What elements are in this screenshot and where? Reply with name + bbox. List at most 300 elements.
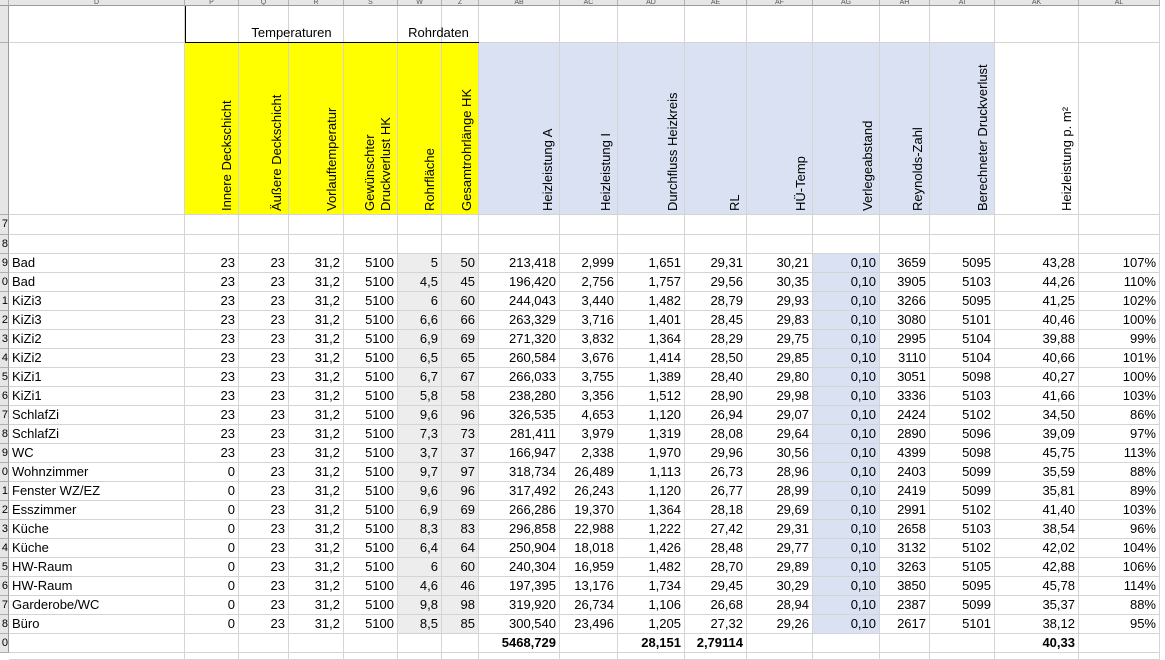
table-cell[interactable]: 0,10 <box>813 273 880 292</box>
table-cell[interactable]: 35,81 <box>995 482 1079 501</box>
table-cell[interactable]: 1,205 <box>618 615 685 634</box>
room-name-cell[interactable]: HW-Raum <box>9 577 185 596</box>
table-cell[interactable]: 2387 <box>880 596 930 615</box>
table-cell[interactable]: 5098 <box>930 368 995 387</box>
table-cell[interactable]: 23 <box>185 425 239 444</box>
header-cell[interactable] <box>1079 43 1160 215</box>
table-cell[interactable]: 89% <box>1079 482 1160 501</box>
table-cell[interactable]: 3905 <box>880 273 930 292</box>
table-cell[interactable]: 30,29 <box>747 577 813 596</box>
table-cell[interactable]: 110% <box>1079 273 1160 292</box>
table-cell[interactable]: 1,482 <box>618 292 685 311</box>
table-cell[interactable]: 69 <box>442 330 479 349</box>
table-cell[interactable]: 29,77 <box>747 539 813 558</box>
table-cell[interactable]: 42,02 <box>995 539 1079 558</box>
table-cell[interactable]: 3110 <box>880 349 930 368</box>
cell[interactable] <box>747 634 813 653</box>
cell[interactable] <box>479 235 560 254</box>
row-header[interactable] <box>0 6 9 43</box>
room-name-cell[interactable]: KiZi2 <box>9 349 185 368</box>
table-cell[interactable]: 45,78 <box>995 577 1079 596</box>
table-cell[interactable]: 103% <box>1079 387 1160 406</box>
table-cell[interactable]: 5104 <box>930 349 995 368</box>
table-cell[interactable]: 23 <box>239 463 289 482</box>
table-cell[interactable]: 26,243 <box>560 482 618 501</box>
cell[interactable] <box>239 653 289 660</box>
table-cell[interactable]: 2995 <box>880 330 930 349</box>
table-cell[interactable]: 28,79 <box>685 292 747 311</box>
table-cell[interactable]: 28,96 <box>747 463 813 482</box>
cell[interactable] <box>930 235 995 254</box>
table-cell[interactable]: 40,66 <box>995 349 1079 368</box>
table-cell[interactable]: 23 <box>239 368 289 387</box>
table-cell[interactable]: 26,94 <box>685 406 747 425</box>
table-cell[interactable]: 44,26 <box>995 273 1079 292</box>
cell[interactable] <box>344 215 398 235</box>
table-cell[interactable]: 31,2 <box>289 615 344 634</box>
table-cell[interactable]: 5100 <box>344 482 398 501</box>
table-cell[interactable]: 31,2 <box>289 596 344 615</box>
table-cell[interactable]: 23 <box>239 501 289 520</box>
header-cell[interactable] <box>479 43 560 215</box>
row-header[interactable]: 6 <box>0 577 9 596</box>
row-header[interactable]: 0 <box>0 463 9 482</box>
table-cell[interactable]: 2,756 <box>560 273 618 292</box>
table-cell[interactable]: 86% <box>1079 406 1160 425</box>
cell[interactable] <box>618 653 685 660</box>
table-cell[interactable]: 23 <box>239 577 289 596</box>
cell[interactable] <box>685 215 747 235</box>
table-cell[interactable]: 0 <box>185 615 239 634</box>
table-cell[interactable]: 0 <box>185 577 239 596</box>
header-cell[interactable] <box>239 43 289 215</box>
room-name-cell[interactable]: Fenster WZ/EZ <box>9 482 185 501</box>
cell[interactable] <box>930 215 995 235</box>
table-cell[interactable]: 23 <box>185 311 239 330</box>
table-cell[interactable]: 3,832 <box>560 330 618 349</box>
table-cell[interactable]: 38,54 <box>995 520 1079 539</box>
table-cell[interactable]: 3,676 <box>560 349 618 368</box>
table-cell[interactable]: 29,69 <box>747 501 813 520</box>
table-cell[interactable]: 29,56 <box>685 273 747 292</box>
cell[interactable] <box>618 235 685 254</box>
table-cell[interactable]: 23 <box>185 368 239 387</box>
table-cell[interactable]: 250,904 <box>479 539 560 558</box>
table-cell[interactable]: 19,370 <box>560 501 618 520</box>
table-cell[interactable]: 40,27 <box>995 368 1079 387</box>
table-cell[interactable]: 2,338 <box>560 444 618 463</box>
table-cell[interactable]: 31,2 <box>289 520 344 539</box>
cell[interactable] <box>685 653 747 660</box>
table-cell[interactable]: 29,93 <box>747 292 813 311</box>
header-cell[interactable] <box>185 43 239 215</box>
column-header[interactable]: AF <box>747 0 813 6</box>
table-cell[interactable]: 4,6 <box>398 577 442 596</box>
table-cell[interactable]: 0,10 <box>813 501 880 520</box>
table-cell[interactable]: 9,8 <box>398 596 442 615</box>
table-cell[interactable]: 31,2 <box>289 577 344 596</box>
table-cell[interactable]: 0,10 <box>813 368 880 387</box>
table-cell[interactable]: 29,89 <box>747 558 813 577</box>
table-cell[interactable]: 96 <box>442 406 479 425</box>
room-name-cell[interactable]: WC <box>9 444 185 463</box>
table-cell[interactable]: 166,947 <box>479 444 560 463</box>
table-cell[interactable]: 2,999 <box>560 254 618 273</box>
table-cell[interactable]: 2890 <box>880 425 930 444</box>
header-cell[interactable] <box>995 43 1079 215</box>
table-cell[interactable]: 6,9 <box>398 501 442 520</box>
table-cell[interactable]: 6 <box>398 558 442 577</box>
table-cell[interactable]: 30,56 <box>747 444 813 463</box>
table-cell[interactable]: 0 <box>185 501 239 520</box>
table-cell[interactable]: 0,10 <box>813 615 880 634</box>
table-cell[interactable]: 31,2 <box>289 501 344 520</box>
room-name-cell[interactable]: Küche <box>9 539 185 558</box>
table-cell[interactable]: 6,6 <box>398 311 442 330</box>
cell[interactable] <box>747 653 813 660</box>
cell[interactable] <box>880 634 930 653</box>
cell[interactable] <box>880 235 930 254</box>
table-cell[interactable]: 9,6 <box>398 482 442 501</box>
cell[interactable] <box>560 6 618 43</box>
table-cell[interactable]: 1,113 <box>618 463 685 482</box>
row-header[interactable]: 8 <box>0 615 9 634</box>
row-header[interactable]: 9 <box>0 254 9 273</box>
room-name-cell[interactable]: Büro <box>9 615 185 634</box>
table-cell[interactable]: 97 <box>442 463 479 482</box>
cell[interactable] <box>995 215 1079 235</box>
table-cell[interactable]: 31,2 <box>289 254 344 273</box>
table-cell[interactable]: 46 <box>442 577 479 596</box>
table-cell[interactable]: 3850 <box>880 577 930 596</box>
room-name-cell[interactable]: KiZi1 <box>9 368 185 387</box>
table-cell[interactable]: 41,40 <box>995 501 1079 520</box>
table-cell[interactable]: 0 <box>185 558 239 577</box>
cell[interactable] <box>442 634 479 653</box>
table-cell[interactable]: 5100 <box>344 463 398 482</box>
table-cell[interactable]: 3659 <box>880 254 930 273</box>
header-cell[interactable] <box>880 43 930 215</box>
table-cell[interactable]: 4399 <box>880 444 930 463</box>
table-cell[interactable]: 99% <box>1079 330 1160 349</box>
table-cell[interactable]: 23,496 <box>560 615 618 634</box>
table-cell[interactable]: 29,07 <box>747 406 813 425</box>
table-cell[interactable]: 39,88 <box>995 330 1079 349</box>
room-name-cell[interactable]: Wohnzimmer <box>9 463 185 482</box>
table-cell[interactable]: 18,018 <box>560 539 618 558</box>
row-header[interactable]: 1 <box>0 482 9 501</box>
table-cell[interactable]: 23 <box>185 292 239 311</box>
column-header[interactable]: D <box>9 0 185 6</box>
cell[interactable] <box>185 653 239 660</box>
table-cell[interactable]: 29,98 <box>747 387 813 406</box>
cell[interactable] <box>9 634 185 653</box>
cell[interactable] <box>9 235 185 254</box>
table-cell[interactable]: 5100 <box>344 444 398 463</box>
table-cell[interactable]: 3,979 <box>560 425 618 444</box>
table-cell[interactable]: 3,755 <box>560 368 618 387</box>
table-cell[interactable]: 317,492 <box>479 482 560 501</box>
cell[interactable] <box>747 6 813 43</box>
table-cell[interactable]: 29,80 <box>747 368 813 387</box>
row-header[interactable]: 7 <box>0 406 9 425</box>
room-name-cell[interactable]: Garderobe/WC <box>9 596 185 615</box>
header-cell[interactable] <box>685 43 747 215</box>
column-header[interactable]: AK <box>995 0 1079 6</box>
table-cell[interactable]: 6,9 <box>398 330 442 349</box>
table-cell[interactable]: 319,920 <box>479 596 560 615</box>
row-header[interactable]: 3 <box>0 520 9 539</box>
table-cell[interactable]: 29,45 <box>685 577 747 596</box>
cell[interactable] <box>813 235 880 254</box>
table-cell[interactable]: 0 <box>185 482 239 501</box>
table-cell[interactable]: 1,426 <box>618 539 685 558</box>
table-cell[interactable]: 23 <box>239 311 289 330</box>
cell[interactable] <box>813 653 880 660</box>
table-cell[interactable]: 1,970 <box>618 444 685 463</box>
table-cell[interactable]: 41,25 <box>995 292 1079 311</box>
table-cell[interactable]: 29,83 <box>747 311 813 330</box>
table-cell[interactable]: 31,2 <box>289 425 344 444</box>
table-cell[interactable]: 31,2 <box>289 273 344 292</box>
table-cell[interactable]: 5100 <box>344 368 398 387</box>
table-cell[interactable]: 30,35 <box>747 273 813 292</box>
table-cell[interactable]: 3266 <box>880 292 930 311</box>
total-cell[interactable]: 28,151 <box>618 634 685 653</box>
table-cell[interactable]: 5102 <box>930 539 995 558</box>
table-cell[interactable]: 23 <box>185 444 239 463</box>
table-cell[interactable]: 5,8 <box>398 387 442 406</box>
cell[interactable] <box>1079 653 1160 660</box>
cell[interactable] <box>9 653 185 660</box>
table-cell[interactable]: 6,4 <box>398 539 442 558</box>
table-cell[interactable]: 5103 <box>930 273 995 292</box>
table-cell[interactable]: 34,50 <box>995 406 1079 425</box>
cell[interactable] <box>344 235 398 254</box>
table-cell[interactable]: 0,10 <box>813 425 880 444</box>
table-cell[interactable]: 1,120 <box>618 482 685 501</box>
room-name-cell[interactable]: KiZi3 <box>9 292 185 311</box>
table-cell[interactable]: 1,734 <box>618 577 685 596</box>
header-cell[interactable] <box>560 43 618 215</box>
row-header[interactable]: 6 <box>0 387 9 406</box>
column-header[interactable]: AG <box>813 0 880 6</box>
table-cell[interactable]: 3,440 <box>560 292 618 311</box>
table-cell[interactable]: 3,716 <box>560 311 618 330</box>
table-cell[interactable]: 1,106 <box>618 596 685 615</box>
cell[interactable] <box>880 215 930 235</box>
room-name-cell[interactable]: KiZi1 <box>9 387 185 406</box>
cell[interactable] <box>747 235 813 254</box>
column-header[interactable]: R <box>289 0 344 6</box>
cell[interactable] <box>479 215 560 235</box>
table-cell[interactable]: 5105 <box>930 558 995 577</box>
table-cell[interactable]: 0,10 <box>813 596 880 615</box>
table-cell[interactable]: 2658 <box>880 520 930 539</box>
table-cell[interactable]: 45 <box>442 273 479 292</box>
table-cell[interactable]: 1,414 <box>618 349 685 368</box>
header-cell[interactable] <box>398 43 442 215</box>
table-cell[interactable]: 240,304 <box>479 558 560 577</box>
table-cell[interactable]: 23 <box>239 292 289 311</box>
table-cell[interactable]: 23 <box>239 406 289 425</box>
table-cell[interactable]: 60 <box>442 292 479 311</box>
table-cell[interactable]: 23 <box>239 273 289 292</box>
cell[interactable] <box>289 634 344 653</box>
table-cell[interactable]: 5102 <box>930 501 995 520</box>
cell[interactable] <box>747 215 813 235</box>
row-header[interactable]: 9 <box>0 444 9 463</box>
table-cell[interactable]: 0,10 <box>813 406 880 425</box>
cell[interactable] <box>239 215 289 235</box>
table-cell[interactable]: 266,286 <box>479 501 560 520</box>
table-cell[interactable]: 28,45 <box>685 311 747 330</box>
table-cell[interactable]: 23 <box>239 254 289 273</box>
table-cell[interactable]: 28,70 <box>685 558 747 577</box>
table-cell[interactable]: 5099 <box>930 463 995 482</box>
row-header[interactable]: 7 <box>0 215 9 235</box>
table-cell[interactable]: 5100 <box>344 539 398 558</box>
table-cell[interactable]: 23 <box>185 273 239 292</box>
table-cell[interactable]: 1,651 <box>618 254 685 273</box>
table-cell[interactable]: 50 <box>442 254 479 273</box>
row-header[interactable]: 2 <box>0 311 9 330</box>
table-cell[interactable]: 5095 <box>930 577 995 596</box>
table-cell[interactable]: 6 <box>398 292 442 311</box>
cell[interactable] <box>185 634 239 653</box>
table-cell[interactable]: 2403 <box>880 463 930 482</box>
table-cell[interactable]: 69 <box>442 501 479 520</box>
table-cell[interactable]: 31,2 <box>289 311 344 330</box>
cell[interactable] <box>995 235 1079 254</box>
table-cell[interactable]: 98 <box>442 596 479 615</box>
table-cell[interactable]: 31,2 <box>289 387 344 406</box>
table-cell[interactable]: 60 <box>442 558 479 577</box>
table-cell[interactable]: 95% <box>1079 615 1160 634</box>
table-cell[interactable]: 5100 <box>344 273 398 292</box>
table-cell[interactable]: 8,3 <box>398 520 442 539</box>
header-cell[interactable] <box>344 43 398 215</box>
table-cell[interactable]: 260,584 <box>479 349 560 368</box>
table-cell[interactable]: 2617 <box>880 615 930 634</box>
cell[interactable] <box>398 634 442 653</box>
table-cell[interactable]: 0,10 <box>813 539 880 558</box>
table-cell[interactable]: 31,2 <box>289 406 344 425</box>
table-cell[interactable]: 37 <box>442 444 479 463</box>
table-cell[interactable]: 23 <box>239 596 289 615</box>
table-cell[interactable]: 88% <box>1079 463 1160 482</box>
cell[interactable] <box>9 6 185 43</box>
table-cell[interactable]: 0,10 <box>813 387 880 406</box>
table-cell[interactable]: 0,10 <box>813 311 880 330</box>
table-cell[interactable]: 113% <box>1079 444 1160 463</box>
cell[interactable] <box>618 215 685 235</box>
header-cell-empty[interactable] <box>9 43 185 215</box>
table-cell[interactable]: 3051 <box>880 368 930 387</box>
total-cell[interactable]: 40,33 <box>995 634 1079 653</box>
table-cell[interactable]: 23 <box>239 387 289 406</box>
table-cell[interactable]: 3,7 <box>398 444 442 463</box>
table-cell[interactable]: 23 <box>239 425 289 444</box>
table-cell[interactable]: 31,2 <box>289 482 344 501</box>
table-cell[interactable]: 1,389 <box>618 368 685 387</box>
table-cell[interactable]: 0 <box>185 539 239 558</box>
column-header[interactable]: AE <box>685 0 747 6</box>
cell[interactable] <box>289 215 344 235</box>
table-cell[interactable]: 3336 <box>880 387 930 406</box>
room-name-cell[interactable]: HW-Raum <box>9 558 185 577</box>
cell[interactable] <box>398 215 442 235</box>
table-cell[interactable]: 28,94 <box>747 596 813 615</box>
table-cell[interactable]: 0,10 <box>813 444 880 463</box>
table-cell[interactable]: 23 <box>239 558 289 577</box>
cell[interactable] <box>685 235 747 254</box>
table-cell[interactable]: 23 <box>185 349 239 368</box>
table-cell[interactable]: 29,31 <box>747 520 813 539</box>
cell[interactable] <box>344 653 398 660</box>
row-header[interactable]: 5 <box>0 558 9 577</box>
table-cell[interactable]: 29,96 <box>685 444 747 463</box>
table-cell[interactable]: 1,222 <box>618 520 685 539</box>
table-cell[interactable]: 96% <box>1079 520 1160 539</box>
table-cell[interactable]: 5100 <box>344 501 398 520</box>
table-cell[interactable]: 31,2 <box>289 539 344 558</box>
table-cell[interactable]: 23 <box>185 387 239 406</box>
column-header[interactable]: P <box>185 0 239 6</box>
table-cell[interactable]: 31,2 <box>289 349 344 368</box>
cell[interactable] <box>1079 634 1160 653</box>
table-cell[interactable]: 31,2 <box>289 463 344 482</box>
table-cell[interactable]: 64 <box>442 539 479 558</box>
table-cell[interactable]: 31,2 <box>289 368 344 387</box>
table-cell[interactable]: 43,28 <box>995 254 1079 273</box>
cell[interactable] <box>880 6 930 43</box>
table-cell[interactable]: 4,5 <box>398 273 442 292</box>
table-cell[interactable]: 0 <box>185 463 239 482</box>
table-cell[interactable]: 104% <box>1079 539 1160 558</box>
table-cell[interactable]: 23 <box>239 520 289 539</box>
table-cell[interactable]: 67 <box>442 368 479 387</box>
cell[interactable] <box>398 653 442 660</box>
table-cell[interactable]: 1,401 <box>618 311 685 330</box>
column-header[interactable]: Q <box>239 0 289 6</box>
cell[interactable] <box>1079 6 1160 43</box>
table-cell[interactable]: 66 <box>442 311 479 330</box>
table-cell[interactable]: 41,66 <box>995 387 1079 406</box>
table-cell[interactable]: 5098 <box>930 444 995 463</box>
table-cell[interactable]: 23 <box>185 330 239 349</box>
table-cell[interactable]: 23 <box>239 539 289 558</box>
table-cell[interactable]: 300,540 <box>479 615 560 634</box>
table-cell[interactable]: 5104 <box>930 330 995 349</box>
table-cell[interactable]: 100% <box>1079 368 1160 387</box>
table-cell[interactable]: 27,42 <box>685 520 747 539</box>
table-cell[interactable]: 29,31 <box>685 254 747 273</box>
table-cell[interactable]: 23 <box>239 330 289 349</box>
table-cell[interactable]: 26,68 <box>685 596 747 615</box>
table-cell[interactable]: 96 <box>442 482 479 501</box>
room-name-cell[interactable]: Bad <box>9 273 185 292</box>
cell[interactable] <box>479 6 560 43</box>
table-cell[interactable]: 0 <box>185 596 239 615</box>
table-cell[interactable]: 5100 <box>344 292 398 311</box>
table-cell[interactable]: 85 <box>442 615 479 634</box>
cell[interactable] <box>560 215 618 235</box>
table-cell[interactable]: 29,85 <box>747 349 813 368</box>
cell[interactable] <box>289 235 344 254</box>
table-cell[interactable]: 1,512 <box>618 387 685 406</box>
table-cell[interactable]: 263,329 <box>479 311 560 330</box>
